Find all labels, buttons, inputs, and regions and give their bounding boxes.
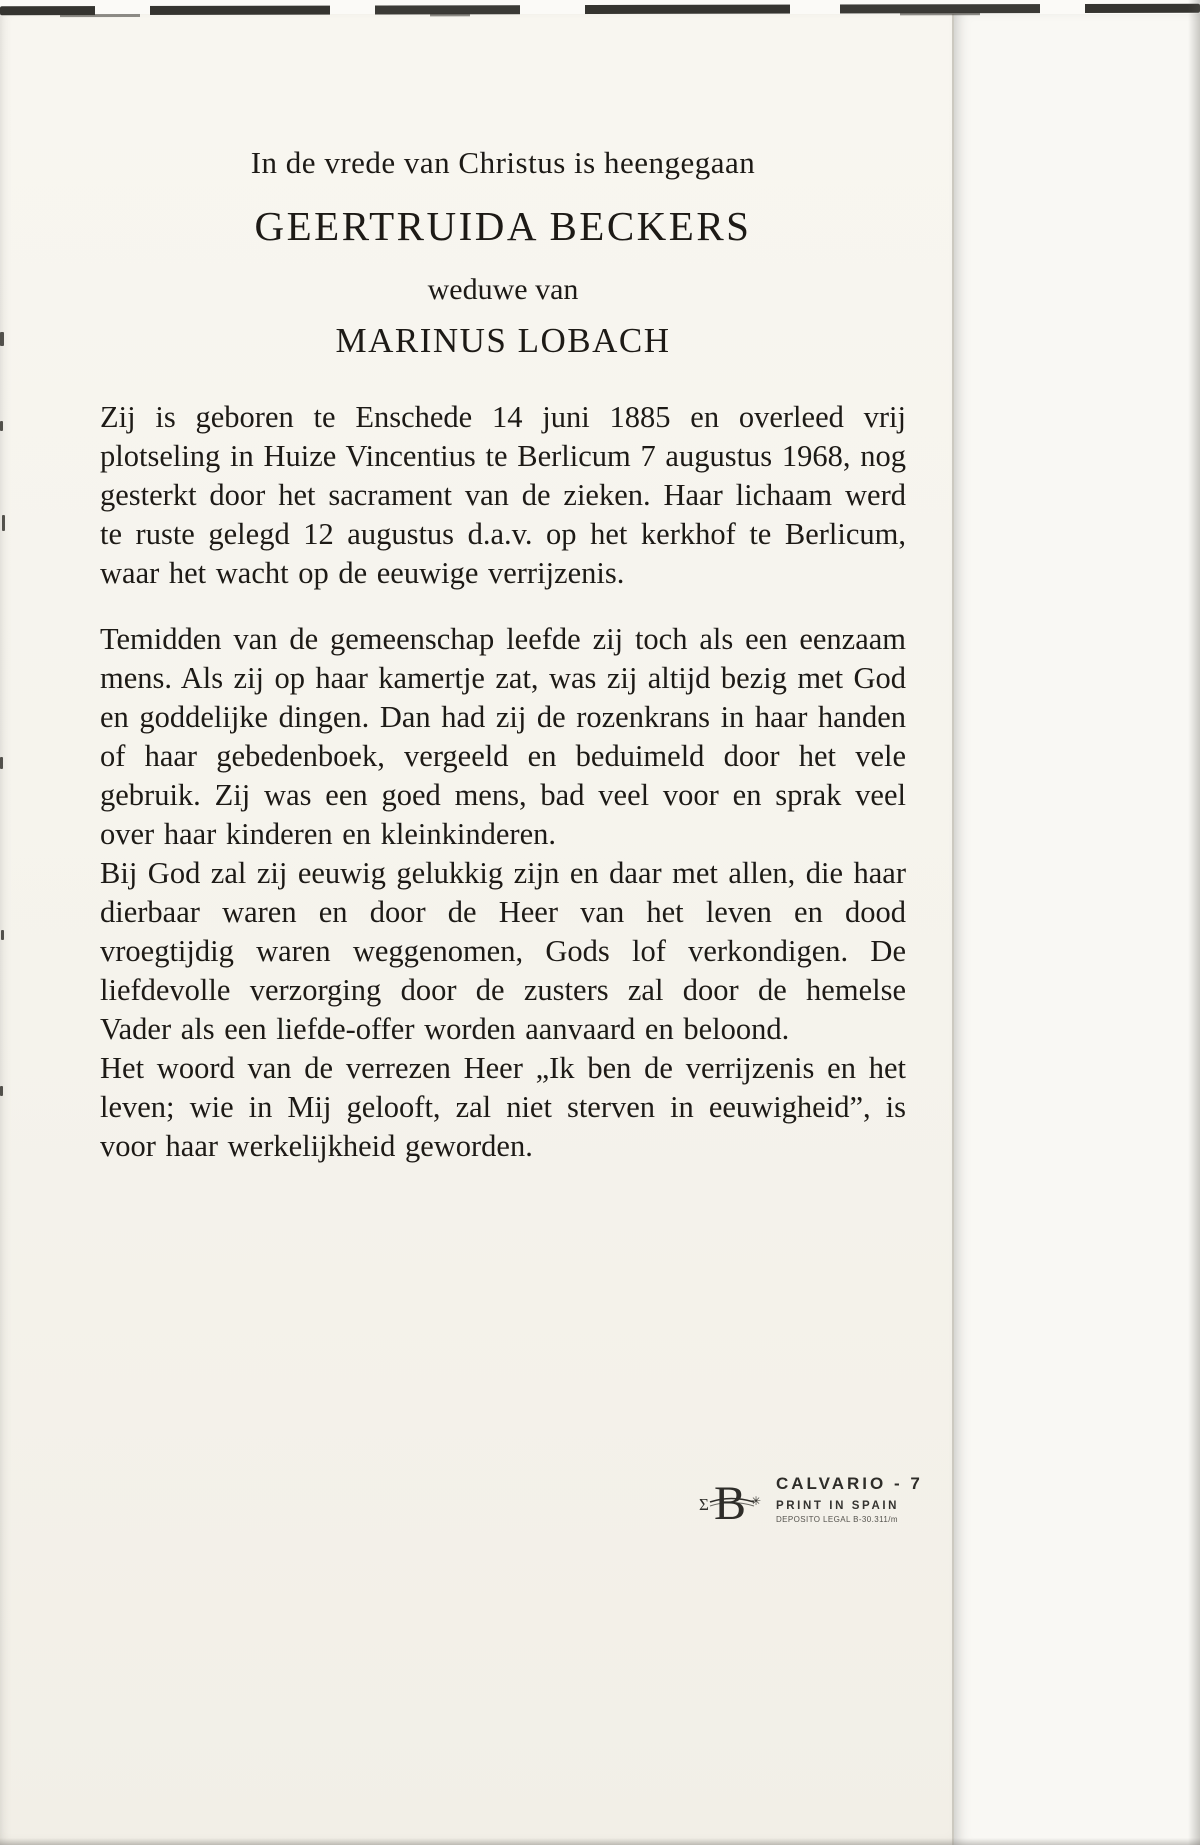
scan-artifact-mark	[0, 332, 4, 346]
calvario-printer-mark-icon	[698, 1472, 764, 1535]
paragraph-biography: Zij is geboren te Enschede 14 juni 1885 en overleed vrij plotseling in Huize Vincentius te Berlicum 7 augustus 1968, nog gesterkt door het sacrament van de zieken. Haar lichaam werd te ruste gelegd 12 augustus d.a.v. op het kerkhof te Berlicum, waar het wacht op de eeuwige verrijzenis.	[100, 400, 906, 590]
printer-name: CALVARIO - 7	[776, 1474, 923, 1493]
paragraph-character: Temidden van de gemeenschap leefde zij toch als een eenzaam mens. Als zij op haar kamertje zat, was zij altijd bezig met God en goddelijke dingen. Dan had zij de rozenkrans in haar handen of haar gebedenboek, vergeeld en beduimeld door het vele gebruik. Zij was een goed mens, bad veel voor en sprak veel over haar kinderen en kleinkinderen.	[100, 622, 906, 851]
deceased-name: GEERTRUIDA BECKERS	[254, 203, 752, 249]
paragraph-consolation: Bij God zal zij eeuwig gelukkig zijn en daar met allen, die haar dierbaar waren en door de Heer van het leven en dood vroegtijdig waren weggenomen, Gods lof verkondigen. De liefdevolle verzorging door de zusters zal door de hemelse Vader als een liefde-offer worden aanvaard en beloond.	[100, 856, 906, 1046]
card-text-content	[100, 144, 906, 1166]
printer-origin: PRINT IN SPAIN	[776, 1500, 900, 1512]
scan-artifact-mark	[1, 930, 4, 940]
scan-artifact-mark	[0, 1086, 3, 1096]
paragraph-scripture: Het woord van de verrezen Heer „Ik ben de verrijzenis en het leven; wie in Mij gelooft, zal niet sterven in eeuwigheid”, is voor haar werkelijkheid geworden.	[100, 1051, 906, 1163]
paragraph-group-memorial	[100, 620, 906, 1166]
husband-name: MARINUS LOBACH	[335, 321, 671, 360]
relation-line: weduwe van	[427, 273, 579, 306]
svg-text:Σ: Σ	[699, 1495, 709, 1514]
printer-text	[776, 1470, 923, 1524]
printer-legal-note: DEPOSITO LEGAL B-30.311/m	[776, 1515, 898, 1524]
printer-imprint	[698, 1470, 923, 1535]
scan-artifact-mark	[0, 421, 3, 431]
scan-bottom-edge-shadow	[0, 1838, 1200, 1845]
svg-text:B: B	[714, 1477, 747, 1530]
scan-right-edge-shadow	[1188, 0, 1200, 1845]
scan-artifact-mark	[2, 515, 5, 531]
scan-artifact-mark	[0, 757, 3, 769]
intro-line: In de vrede van Christus is heengegaan	[250, 145, 756, 180]
svg-text:✳: ✳	[751, 1494, 762, 1508]
scan-backing-surface	[952, 14, 1200, 1845]
